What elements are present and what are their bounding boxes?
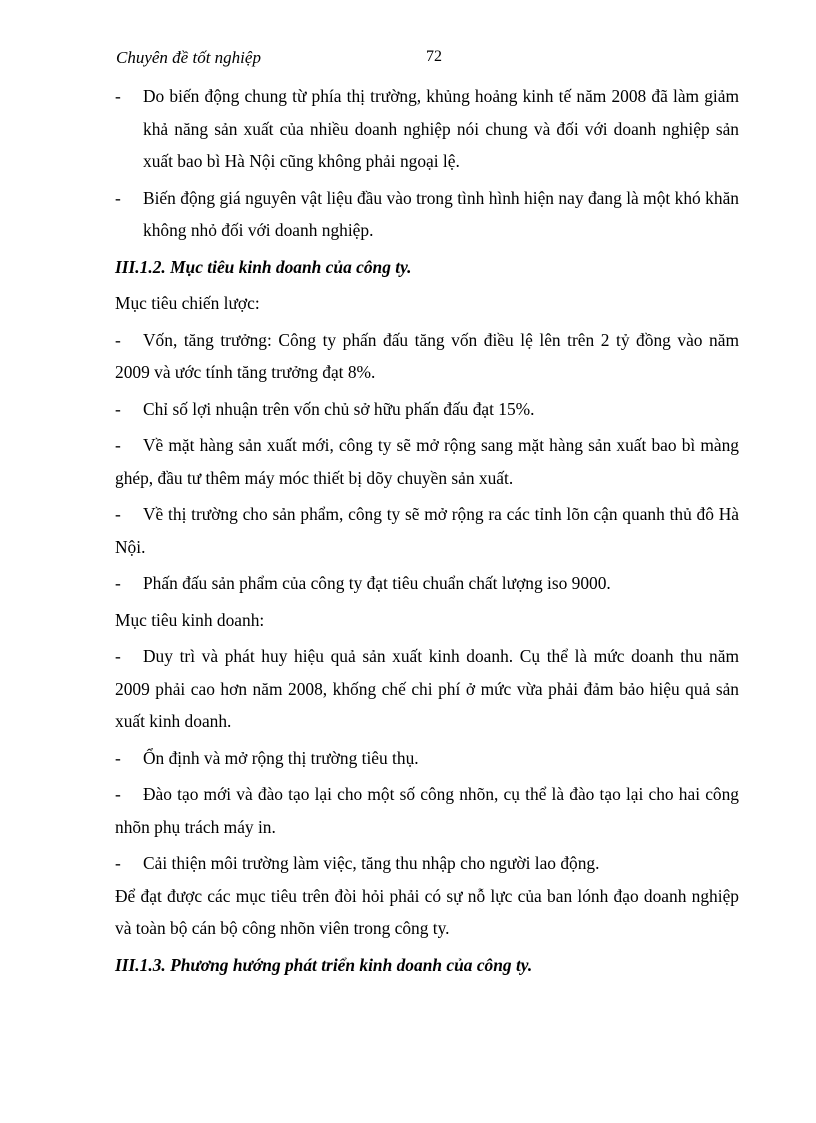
item-dash: - xyxy=(115,329,121,350)
strategic-objectives-label: Mục tiêu chiến lược: xyxy=(115,293,260,313)
strategic-item xyxy=(115,393,739,426)
item-dash: - xyxy=(115,504,121,524)
business-item xyxy=(115,742,739,775)
strategic-item-text: Về thị trường cho sản phẩm, công ty sẽ mở rộng ra các tỉnh lõn cận quanh thủ đô Hà Nội. xyxy=(115,504,739,557)
business-item-text: Đào tạo mới và đào tạo lại cho một số công nhõn, cụ thể là đào tạo lại cho hai công nhõn phụ trách máy in. xyxy=(115,784,739,837)
document-body xyxy=(115,80,739,985)
page-number: 72 xyxy=(426,48,442,65)
intro-bullet-text: Do biến động chung từ phía thị trường, khủng hoảng kinh tế năm 2008 đã làm giảm khả năng sản xuất của nhiều doanh nghiệp nói chung và đối với doanh nghiệp sản xuất bao bì Hà Nội cũng không phải ngoại lệ. xyxy=(143,86,739,171)
business-item-text: Ổn định và mở rộng thị trường tiêu thụ. xyxy=(143,747,419,768)
business-objectives-label: Mục tiêu kinh doanh: xyxy=(115,609,265,630)
bullet-dash: - xyxy=(115,187,121,208)
intro-bullet xyxy=(115,80,739,178)
strategic-item-text: Vốn, tăng trưởng: Công ty phấn đấu tăng vốn điều lệ lên trên 2 tỷ đồng vào năm 2009 và ước tính tăng trưởng đạt 8%. xyxy=(115,329,739,382)
intro-bullet xyxy=(115,182,739,247)
business-item xyxy=(115,847,739,880)
item-dash: - xyxy=(115,646,121,666)
strategic-item-text: Phấn đấu sản phẩm của công ty đạt tiêu chuẩn chất lượng iso 9000. xyxy=(143,573,611,593)
closing-paragraph: Để đạt được các mục tiêu trên đòi hỏi phải có sự nỗ lực của ban lónh đạo doanh nghiệp và toàn bộ cán bộ công nhõn viên trong công ty. xyxy=(115,885,739,938)
bullet-dash: - xyxy=(115,86,121,106)
section-heading-direction: III.1.3. Phương hướng phát triển kinh doanh của công ty. xyxy=(115,954,533,975)
item-dash: - xyxy=(115,398,121,419)
item-dash: - xyxy=(115,853,121,873)
strategic-item xyxy=(115,429,739,494)
intro-bullet-text: Biến động giá nguyên vật liệu đầu vào trong tình hình hiện nay đang là một khó khăn không nhỏ đối với doanh nghiệp. xyxy=(143,187,739,240)
strategic-item-text: Chỉ số lợi nhuận trên vốn chủ sở hữu phấn đấu đạt 15%. xyxy=(143,398,535,419)
strategic-item xyxy=(115,324,739,389)
strategic-item xyxy=(115,567,739,600)
running-header-title: Chuyên đề tốt nghiệp xyxy=(116,48,261,67)
business-item-text: Duy trì và phát huy hiệu quả sản xuất kinh doanh. Cụ thể là mức doanh thu năm 2009 phải cao hơn năm 2008, khống chế chi phí ở mức vừa phải đảm bảo hiệu quả sản xuất kinh doanh. xyxy=(115,646,739,731)
item-dash: - xyxy=(115,435,121,455)
section-heading-objectives: III.1.2. Mục tiêu kinh doanh của công ty. xyxy=(115,256,412,277)
item-dash: - xyxy=(115,573,121,593)
strategic-item xyxy=(115,498,739,563)
business-item xyxy=(115,778,739,843)
item-dash: - xyxy=(115,784,121,804)
strategic-item-text: Về mặt hàng sản xuất mới, công ty sẽ mở rộng sang mặt hàng sản xuất bao bì màng ghép, đầu tư thêm máy móc thiết bị dõy chuyền sản xuất. xyxy=(115,435,739,488)
business-item-text: Cải thiện môi trường làm việc, tăng thu nhập cho người lao động. xyxy=(143,853,600,873)
business-item xyxy=(115,640,739,738)
item-dash: - xyxy=(115,747,121,768)
